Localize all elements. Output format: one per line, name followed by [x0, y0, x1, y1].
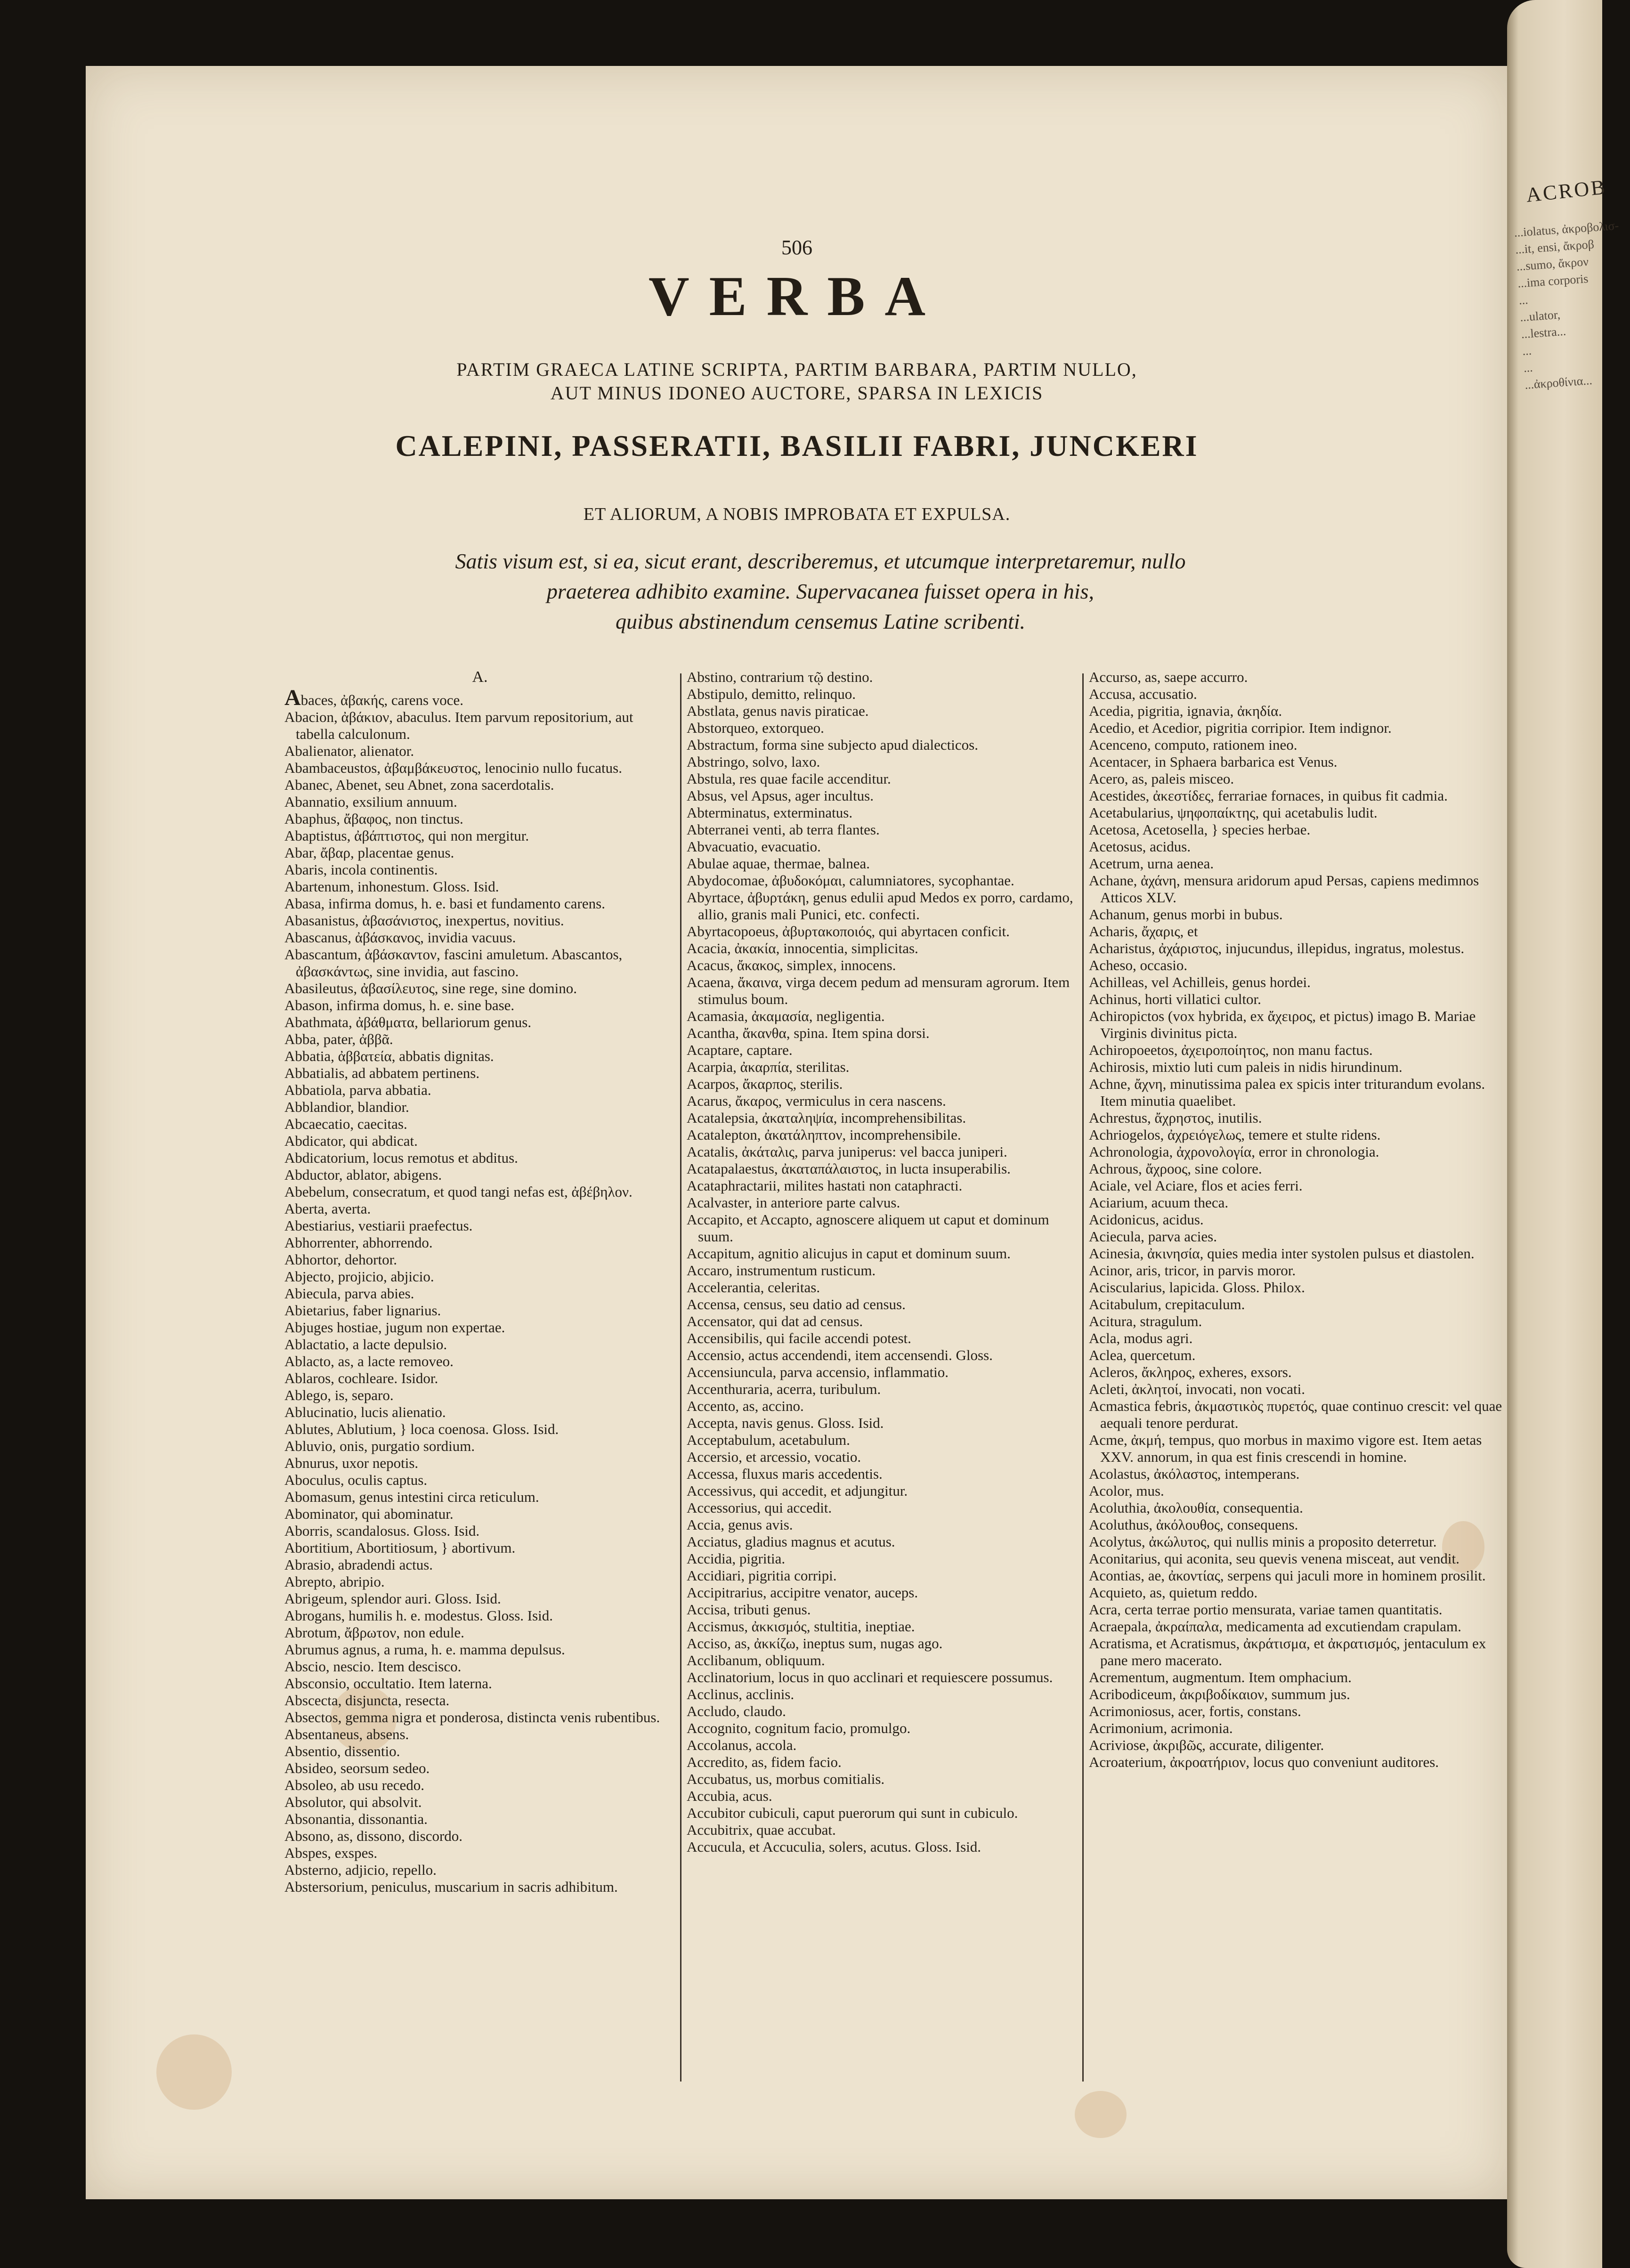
dictionary-entry: Abrotum, ἄβρωτον, non edule.	[284, 1624, 464, 1641]
dictionary-entry: Abar, ἄβαρ, placentae genus.	[284, 844, 454, 861]
dictionary-entry: Acleros, ἄκληρος, exheres, exsors.	[1089, 1364, 1292, 1380]
column-rule	[1082, 673, 1084, 2082]
dictionary-entry: Acenceno, computo, rationem ineo.	[1089, 737, 1298, 753]
dictionary-entry: Abyrtace, ἀβυρτάκη, genus edulii apud Medos ex porro, cardamo, allio, granis mali Punici, etc. confecti.	[687, 889, 1073, 923]
dictionary-entry: Acidonicus, acidus.	[1089, 1211, 1204, 1228]
dictionary-entry: Abacion, ἀβάκιον, abaculus. Item parvum repositorium, aut tabella calculonum.	[284, 709, 633, 742]
dictionary-entry: Ablego, is, separo.	[284, 1387, 394, 1403]
dictionary-entry: Acclibanum, obliquum.	[687, 1652, 825, 1669]
epigraph-line: quibus abstinendum censemus Latine scribenti.	[615, 609, 1026, 633]
dictionary-entry: Acamasia, ἀκαμασία, negligentia.	[687, 1008, 885, 1024]
dictionary-entry: Acrementum, augmentum. Item omphacium.	[1089, 1669, 1352, 1685]
dictionary-entry: Aclea, quercetum.	[1089, 1347, 1196, 1363]
dictionary-entry: Aciscularius, lapicida. Gloss. Philox.	[1089, 1279, 1305, 1296]
dictionary-entry: Accusa, accusatio.	[1089, 686, 1197, 702]
dictionary-entry: Aberta, averta.	[284, 1200, 371, 1217]
dictionary-entry: Acaptare, captare.	[687, 1042, 793, 1058]
dictionary-entry: Absterno, adjicio, repello.	[284, 1862, 437, 1878]
dictionary-entry: Abstipulo, demitto, relinquo.	[687, 686, 856, 702]
dictionary-entry: Acraepala, ἀκραίπαλα, medicamenta ad excutiendam crapulam.	[1089, 1618, 1461, 1635]
dictionary-entry: Abcaecatio, caecitas.	[284, 1116, 407, 1132]
dictionary-entry: Absolutor, qui absolvit.	[284, 1794, 422, 1810]
dictionary-entry: Abvacuatio, evacuatio.	[687, 838, 821, 855]
subtitle-line: AUT MINUS IDONEO AUCTORE, SPARSA IN LEXICIS	[550, 382, 1044, 404]
dictionary-entry: Ablaros, cochleare. Isidor.	[284, 1370, 438, 1386]
dictionary-entry: Abrepto, abripio.	[284, 1573, 385, 1590]
dictionary-entry: Achriogelos, ἀχρειόγελως, temere et stulte ridens.	[1089, 1126, 1381, 1143]
dictionary-entry: Acestides, ἀκεστίδες, ferrariae fornaces, in quibus fit cadmia.	[1089, 787, 1448, 804]
dictionary-entry: Accisa, tributi genus.	[687, 1601, 811, 1618]
dictionary-entry: Abjuges hostiae, jugum non expertae.	[284, 1319, 505, 1336]
dictionary-entry: Abscio, nescio. Item descisco.	[284, 1658, 462, 1675]
dictionary-entry: Abasanistus, ἀβασάνιστος, inexpertus, novitius.	[284, 912, 564, 929]
next-page-running-head: ACROB	[1525, 175, 1608, 207]
page-number: 506	[781, 236, 812, 259]
dictionary-entry: Accolanus, accola.	[687, 1737, 797, 1753]
dictionary-entry: Acroaterium, ἀκροατήριον, locus quo conveniunt auditores.	[1089, 1754, 1439, 1770]
dictionary-entry: Acquieto, as, quietum reddo.	[1089, 1584, 1258, 1601]
dictionary-entry: Accessivus, qui accedit, et adjungitur.	[687, 1482, 908, 1499]
dictionary-entry: Accensiuncula, parva accensio, inflammatio.	[687, 1364, 949, 1380]
column-rule	[680, 673, 681, 2082]
dictionary-entry: Achrestus, ἄχρηστος, inutilis.	[1089, 1110, 1262, 1126]
dictionary-entry: Acatapalaestus, ἀκαταπάλαιστος, in lucta insuperabilis.	[687, 1160, 1011, 1177]
dictionary-entry: Acantha, ἄκανθα, spina. Item spina dorsi.	[687, 1025, 930, 1041]
dictionary-entry: Achane, ἀχάνη, mensura aridorum apud Persas, capiens medimnos Atticos XLV.	[1089, 872, 1479, 906]
dictionary-entry: Abstula, res quae facile accenditur.	[687, 770, 891, 787]
dictionary-entry: Abaptistus, ἀβάπτιστος, qui non mergitur.	[284, 827, 529, 844]
dictionary-entry: Abspes, exspes.	[284, 1845, 378, 1861]
dictionary-entry: Accensio, actus accendendi, item accensendi. Gloss.	[687, 1347, 993, 1363]
dictionary-entry: Accubatus, us, morbus comitialis.	[687, 1771, 885, 1787]
dictionary-entry: Abascantum, ἀβάσκαντον, fascini amuletum. Abascantos, ἀβασκάντως, sine invidia, aut fascino.	[284, 946, 623, 980]
dictionary-entry: Abblandior, blandior.	[284, 1099, 409, 1115]
dictionary-entry: Acmastica febris, ἀκμαστικὸς πυρετός, quae continuo crescit: vel quae aequali tenore perdurat.	[1089, 1398, 1502, 1431]
dictionary-entry: Abietarius, faber lignarius.	[284, 1302, 441, 1319]
dictionary-entry: Accubitor cubiculi, caput puerorum qui sunt in cubiculo.	[687, 1805, 1018, 1821]
dictionary-entry: Acharis, ἄχαρις, et	[1089, 923, 1198, 940]
dictionary-entry: Acalvaster, in anteriore parte calvus.	[687, 1194, 900, 1211]
dictionary-entry: Abyrtacopoeus, ἀβυρτακοποιός, qui abyrtacen conficit.	[687, 923, 1010, 940]
page-title: VERBA	[648, 265, 946, 327]
dictionary-entry: Acolastus, ἀκόλαστος, intemperans.	[1089, 1466, 1300, 1482]
column-left	[284, 669, 675, 1895]
dictionary-entry: Abartenum, inhonestum. Gloss. Isid.	[284, 878, 499, 895]
dictionary-entry: Accidiari, pigritia corripi.	[687, 1567, 837, 1584]
next-page-edge	[1507, 0, 1620, 2268]
dictionary-entry: Abestiarius, vestiarii praefectus.	[284, 1217, 473, 1234]
dictionary-entry: Accipitrarius, accipitre venator, auceps.	[687, 1584, 918, 1601]
dictionary-entry: Acciso, as, ἀκκίζω, ineptus sum, nugas ago.	[687, 1635, 943, 1652]
dictionary-entry: Accapitum, agnitio alicujus in caput et dominum suum.	[687, 1245, 1011, 1262]
dictionary-entry: Acribodiceum, ἀκριβοδίκαιον, summum jus.	[1089, 1686, 1350, 1702]
dictionary-entry: Abasileutus, ἀβασίλευτος, sine rege, sine domino.	[284, 980, 577, 996]
dictionary-entry: Abscecta, disjuncta, resecta.	[284, 1692, 450, 1709]
dictionary-entry: Accubia, acus.	[687, 1788, 772, 1804]
dictionary-entry: Acoluthus, ἀκόλουθος, consequens.	[1089, 1516, 1298, 1533]
dictionary-entry: Abortitium, Abortitiosum, } abortivum.	[284, 1539, 516, 1556]
dictionary-entry: Absono, as, dissono, discordo.	[284, 1828, 463, 1844]
dictionary-entry: Ablactatio, a lacte depulsio.	[284, 1336, 447, 1353]
dictionary-entry: Abannatio, exsilium annuum.	[284, 794, 457, 810]
dictionary-entry: Acciatus, gladius magnus et acutus.	[687, 1533, 895, 1550]
dictionary-entry: Ablacto, as, a lacte removeo.	[284, 1353, 454, 1369]
dictionary-entry: Absconsio, occultatio. Item laterna.	[284, 1675, 492, 1692]
dictionary-entry: Accessa, fluxus maris accedentis.	[687, 1466, 883, 1482]
dictionary-entry: Aciale, vel Aciare, flos et acies ferri.	[1089, 1177, 1303, 1194]
dictionary-entry: Acrimonium, acrimonia.	[1089, 1720, 1233, 1736]
dictionary-entry: Achanum, genus morbi in bubus.	[1089, 906, 1283, 923]
dictionary-entry: Abambaceustos, ἀβαμβάκευστος, lenocinio nullo fucatus.	[284, 760, 622, 776]
dictionary-entry: Abydocomae, ἀβυδοκόμαι, calumniatores, sycophantae.	[687, 872, 1014, 889]
dictionary-entry: Abrasio, abradendi actus.	[284, 1556, 433, 1573]
dictionary-entry: Acrimoniosus, acer, fortis, constans.	[1089, 1703, 1301, 1719]
dictionary-entry: Achirosis, mixtio luti cum paleis in nidis hirundinum.	[1089, 1059, 1403, 1075]
dictionary-entry: Absectos, gemma nigra et ponderosa, distincta venis rubentibus.	[284, 1709, 660, 1725]
dictionary-entry: Aboculus, oculis captus.	[284, 1472, 428, 1488]
dictionary-entry: Abrogans, humilis h. e. modestus. Gloss. Isid.	[284, 1607, 553, 1624]
dictionary-entry: Achilleas, vel Achilleis, genus hordei.	[1089, 974, 1311, 990]
dictionary-entry: Acme, ἀκμή, tempus, quo morbus in maximo vigore est. Item aetas XXV. annorum, in qua est finis crescendi in homine.	[1089, 1432, 1482, 1465]
dictionary-entry: Accucula, et Accuculia, solers, acutus. Gloss. Isid.	[687, 1839, 981, 1855]
dictionary-entry: Absonantia, dissonantia.	[284, 1811, 428, 1827]
dictionary-entry: Acataphractarii, milites hastati non cataphracti.	[687, 1177, 963, 1194]
dictionary-entry: Abomasum, genus intestini circa reticulum.	[284, 1489, 539, 1505]
dictionary-entry: Abebelum, consecratum, et quod tangi nefas est, ἀβέβηλον.	[284, 1183, 633, 1200]
dictionary-entry: Abstersorium, peniculus, muscarium in sacris adhibitum.	[284, 1879, 618, 1895]
dictionary-entry: Accurso, as, saepe accurro.	[1089, 669, 1248, 685]
dictionary-page	[86, 66, 1508, 2199]
column-right	[1089, 669, 1503, 1771]
dictionary-entry: Absentaneus, absens.	[284, 1726, 409, 1742]
dictionary-entry: Acla, modus agri.	[1089, 1330, 1193, 1346]
dictionary-entry: Abaris, incola continentis.	[284, 861, 438, 878]
foxing-stain	[1075, 2091, 1127, 2138]
dictionary-entry: Accismus, ἀκκισμός, stultitia, ineptiae.	[687, 1618, 915, 1635]
dictionary-entry: Ablucinatio, lucis alienatio.	[284, 1404, 446, 1420]
intro-line: ET ALIORUM, A NOBIS IMPROBATA ET EXPULSA.	[583, 504, 1011, 524]
dictionary-entry: Acratisma, et Acratismus, ἀκράτισμα, et ἀκρατισμός, jentaculum ex pane mero macerato.	[1089, 1635, 1486, 1669]
dictionary-entry: Achronologia, ἀχρονολογία, error in chronologia.	[1089, 1143, 1379, 1160]
dictionary-entry: Abstractum, forma sine subjecto apud dialecticos.	[687, 737, 978, 753]
dictionary-entry: Acitura, stragulum.	[1089, 1313, 1202, 1329]
dictionary-entry: Abdicator, qui abdicat.	[284, 1133, 418, 1149]
dictionary-entry: Accaro, instrumentum rusticum.	[687, 1262, 876, 1279]
dictionary-entry: Abductor, ablator, abigens.	[284, 1166, 442, 1183]
dictionary-entry: Acheso, occasio.	[1089, 957, 1188, 973]
dictionary-entry: Absoleo, ab usu recedo.	[284, 1777, 424, 1793]
dictionary-entry: Acontias, ae, ἀκοντίας, serpens qui jaculi more in hominem prosilit.	[1089, 1567, 1486, 1584]
dictionary-entry: Absideo, seorsum sedeo.	[284, 1760, 430, 1776]
dictionary-entry: Acoluthia, ἀκολουθία, consequentia.	[1089, 1499, 1303, 1516]
epigraph-line: praeterea adhibito examine. Supervacanea fuisset opera in his,	[546, 579, 1095, 603]
dictionary-entry: Acedio, et Acedior, pigritia corripior. Item indignor.	[1089, 720, 1392, 736]
dictionary-entry: Aborris, scandalosus. Gloss. Isid.	[284, 1523, 480, 1539]
dictionary-entry: Accubitrix, quae accubat.	[687, 1822, 836, 1838]
dictionary-entry: Accensator, qui dat ad census.	[687, 1313, 863, 1329]
dictionary-entry: Acclinatorium, locus in quo acclinari et requiescere possumus.	[687, 1669, 1053, 1685]
next-page-text: ...iolatus, ἀκροβολισ- ...it, ensi, ἄκροβ ...sumo, ἄκρον ...ima corporis ... ...ulator, ...lestra... ... ... ...ἀκροθίνια...	[1513, 219, 1620, 392]
dictionary-entry: Accapito, et Accapto, agnoscere aliquem ut caput et dominum suum.	[687, 1211, 1049, 1245]
dictionary-entry: Abalienator, alienator.	[284, 743, 414, 759]
dictionary-entry: Abominator, qui abominatur.	[284, 1506, 454, 1522]
dictionary-entry: Accidia, pigritia.	[687, 1550, 786, 1567]
dictionary-entry: Acaena, ἄκαινα, virga decem pedum ad mensuram agrorum. Item stimulus boum.	[687, 974, 1070, 1007]
dictionary-entry: Acriviose, ἀκριβῶς, accurate, diligenter.	[1089, 1737, 1324, 1753]
dictionary-entry: Accento, as, accino.	[687, 1398, 804, 1414]
dictionary-entry: Acetabularius, ψηφοπαίκτης, qui acetabulis ludit.	[1089, 804, 1378, 821]
dictionary-entry: Acarus, ἄκαρος, vermiculus in cera nascens.	[687, 1093, 946, 1109]
dictionary-entry: Accensa, census, seu datio ad census.	[687, 1296, 906, 1312]
dictionary-entry: Acero, as, paleis misceo.	[1089, 770, 1234, 787]
dictionary-entry: Acarpos, ἄκαρπος, sterilis.	[687, 1076, 843, 1092]
dictionary-entry: Acetosus, acidus.	[1089, 838, 1191, 855]
dictionary-entry: Abstringo, solvo, laxo.	[687, 753, 820, 770]
dictionary-entry: Abason, infirma domus, h. e. sine base.	[284, 997, 515, 1013]
dictionary-entry: Accersio, et arcessio, vocatio.	[687, 1449, 861, 1465]
dictionary-entry: Achinus, horti villatici cultor.	[1089, 991, 1261, 1007]
dictionary-entry: Abaces, ἀβακής, carens voce.	[284, 685, 464, 710]
dictionary-entry: Abhortor, dehortor.	[284, 1251, 397, 1268]
dictionary-entry: Acedia, pigritia, ignavia, ἀκηδία.	[1089, 703, 1282, 719]
dictionary-entry: Acarpia, ἀκαρπία, sterilitas.	[687, 1059, 850, 1075]
dictionary-entry: Accessorius, qui accedit.	[687, 1499, 832, 1516]
dictionary-entry: Abterminatus, exterminatus.	[687, 804, 853, 821]
dictionary-entry: Acatalepton, ἀκατάληπτον, incomprehensibile.	[687, 1126, 961, 1143]
dictionary-entry: Acceptabulum, acetabulum.	[687, 1432, 850, 1448]
authors-heading: CALEPINI, PASSERATII, BASILII FABRI, JUNCKERI	[395, 429, 1199, 462]
dictionary-entry: Acetrum, urna aenea.	[1089, 855, 1214, 872]
dictionary-entry: Abnurus, uxor nepotis.	[284, 1455, 419, 1471]
dictionary-entry: Abulae aquae, thermae, balnea.	[687, 855, 870, 872]
dictionary-entry: Acolytus, ἀκώλυτος, qui nullis minis a proposito deterretur.	[1089, 1533, 1437, 1550]
dictionary-entry: Abstino, contrarium τῷ destino.	[687, 669, 873, 685]
dictionary-entry: Abba, pater, ἀββᾶ.	[284, 1031, 393, 1047]
dictionary-entry: Acclinus, acclinis.	[687, 1686, 795, 1702]
dictionary-entry: Achrous, ἄχροος, sine colore.	[1089, 1160, 1262, 1177]
dictionary-entry: Accenthuraria, acerra, turibulum.	[687, 1381, 881, 1397]
dictionary-entry: Acatalis, ἀκάταλις, parva juniperus: vel bacca juniperi.	[687, 1143, 1007, 1160]
dictionary-entry: Abhorrenter, abhorrendo.	[284, 1234, 433, 1251]
section-letter: A.	[472, 668, 488, 686]
dictionary-entry: Abjecto, projicio, abjicio.	[284, 1268, 434, 1285]
dictionary-entry: Accensibilis, qui facile accendi potest.	[687, 1330, 911, 1346]
dictionary-entry: Abiecula, parva abies.	[284, 1285, 414, 1302]
dictionary-entry: Acra, certa terrae portio mensurata, variae tamen quantitatis.	[1089, 1601, 1443, 1618]
dictionary-entry: Acatalepsia, ἀκαταληψία, incomprehensibilitas.	[687, 1110, 966, 1126]
dictionary-entry: Abdicatorium, locus remotus et abditus.	[284, 1150, 518, 1166]
dictionary-entry: Abascanus, ἀβάσκανος, invidia vacuus.	[284, 929, 516, 946]
dictionary-entry: Accia, genus avis.	[687, 1516, 793, 1533]
epigraph-line: Satis visum est, si ea, sicut erant, describeremus, et utcumque interpretaremur, nullo	[455, 549, 1186, 573]
dictionary-entry: Abbatialis, ad abbatem pertinens.	[284, 1065, 480, 1081]
dictionary-entry: Acentacer, in Sphaera barbarica est Venus.	[1089, 753, 1338, 770]
column-middle	[687, 669, 1078, 1855]
dictionary-entry: Abluvio, onis, purgatio sordium.	[284, 1438, 475, 1454]
dictionary-entry: Acetosa, Acetosella, } species herbae.	[1089, 821, 1311, 838]
dictionary-entry: Acacus, ἄκακος, simplex, innocens.	[687, 957, 896, 973]
dictionary-entry: Acharistus, ἀχάριστος, injucundus, illepidus, ingratus, molestus.	[1089, 940, 1465, 956]
foxing-stain	[156, 2034, 232, 2110]
dictionary-entry: Abasa, infirma domus, h. e. basi et fundamento carens.	[284, 895, 605, 912]
dictionary-entry: Abrumus agnus, a ruma, h. e. mamma depulsus.	[284, 1641, 565, 1658]
dictionary-entry: Abrigeum, splendor auri. Gloss. Isid.	[284, 1590, 501, 1607]
dictionary-entry: Abathmata, ἀβάθματα, bellariorum genus.	[284, 1014, 532, 1030]
dictionary-entry: Accludo, claudo.	[687, 1703, 786, 1719]
epigraph	[368, 546, 1273, 637]
dictionary-entry: Achiropoeetos, ἀχειροποίητος, non manu factus.	[1089, 1042, 1373, 1058]
dictionary-entry: Achne, ἄχνη, minutissima palea ex spicis inter triturandum evolans. Item minutia quaelibet.	[1089, 1076, 1485, 1109]
dictionary-entry: Ablutes, Ablutium, } loca coenosa. Gloss. Isid.	[284, 1421, 559, 1437]
dictionary-entry: Abstorqueo, extorqueo.	[687, 720, 824, 736]
dictionary-entry: Aciarium, acuum theca.	[1089, 1194, 1229, 1211]
dictionary-entry: Absentio, dissentio.	[284, 1743, 400, 1759]
subtitle-line: PARTIM GRAECA LATINE SCRIPTA, PARTIM BARBARA, PARTIM NULLO,	[456, 359, 1137, 380]
dictionary-entry: Acinesia, ἀκινησία, quies media inter systolen pulsus et diastolen.	[1089, 1245, 1475, 1262]
dictionary-entry: Acinor, aris, tricor, in parvis moror.	[1089, 1262, 1296, 1279]
dictionary-entry: Abbatia, ἀββατεία, abbatis dignitas.	[284, 1048, 494, 1064]
dictionary-entry: Accepta, navis genus. Gloss. Isid.	[687, 1415, 884, 1431]
dictionary-entry: Abstlata, genus navis piraticae.	[687, 703, 869, 719]
dictionary-entry: Abbatiola, parva abbatia.	[284, 1082, 431, 1098]
dictionary-entry: Absus, vel Apsus, ager incultus.	[687, 787, 874, 804]
dictionary-entry: Accognito, cognitum facio, promulgo.	[687, 1720, 911, 1736]
dictionary-entry: Achiropictos (vox hybrida, ex ἄχειρος, et pictus) imago B. Mariae Virginis divinitus picta.	[1089, 1008, 1476, 1041]
dictionary-entry: Accelerantia, celeritas.	[687, 1279, 820, 1296]
subtitle	[86, 358, 1508, 405]
dictionary-entry: Aciecula, parva acies.	[1089, 1228, 1217, 1245]
dictionary-entry: Acacia, ἀκακία, innocentia, simplicitas.	[687, 940, 918, 956]
dictionary-entry: Acolor, mus.	[1089, 1482, 1164, 1499]
dictionary-entry: Acleti, ἀκλητοί, invocati, non vocati.	[1089, 1381, 1305, 1397]
dictionary-entry: Aconitarius, qui aconita, seu quevis venena misceat, aut vendit.	[1089, 1550, 1460, 1567]
dictionary-entry: Accredito, as, fidem facio.	[687, 1754, 842, 1770]
dictionary-entry: Abterranei venti, ab terra flantes.	[687, 821, 880, 838]
dictionary-entry: Acitabulum, crepitaculum.	[1089, 1296, 1245, 1312]
dictionary-entry: Abaphus, ἄβαφος, non tinctus.	[284, 810, 463, 827]
dictionary-entry: Abanec, Abenet, seu Abnet, zona sacerdotalis.	[284, 777, 554, 793]
